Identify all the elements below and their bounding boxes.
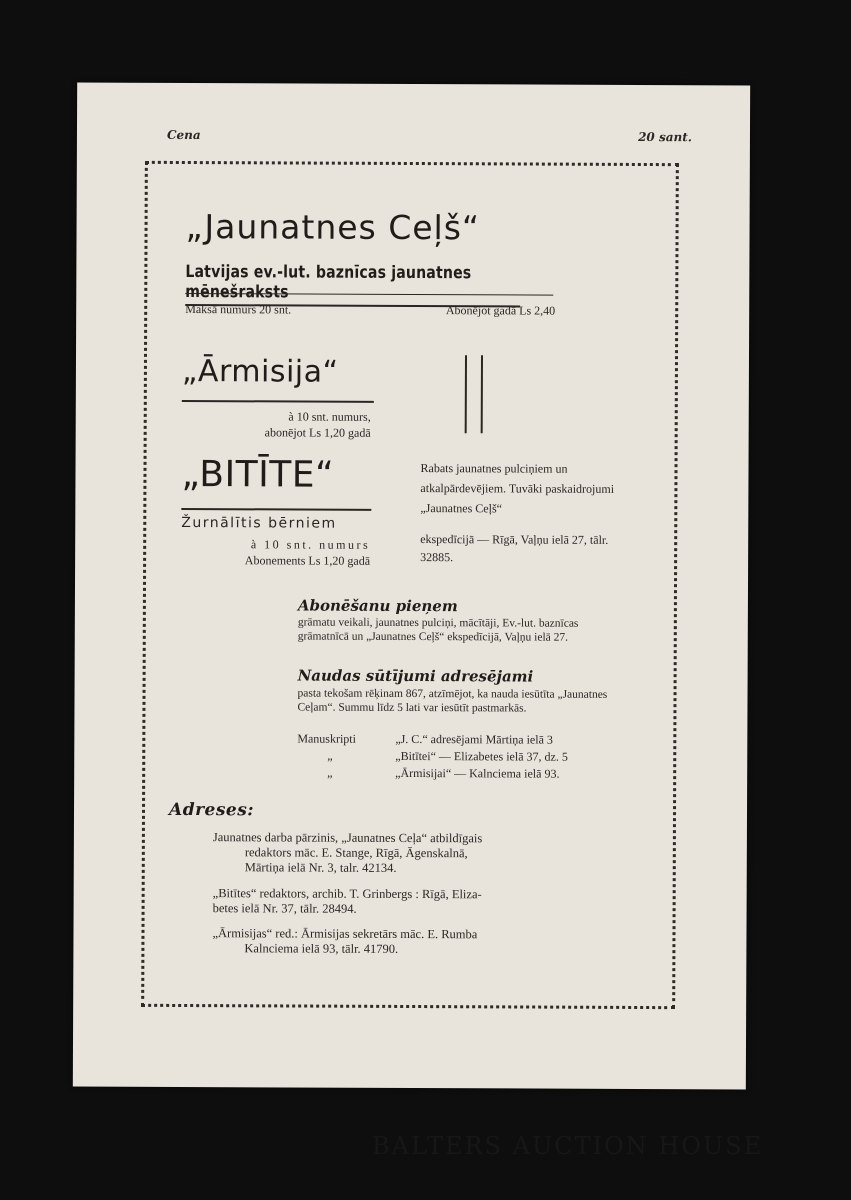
manuscript-address: „Bitītei“ — Elizabetes ielā 37, dz. 5 xyxy=(395,748,568,764)
address-entry xyxy=(213,886,619,918)
address-line: „Bitītes“ redaktors, archib. T. Grinbergs : Rīgā, Eliza- xyxy=(212,886,482,902)
manuscripts-list xyxy=(297,731,627,783)
address-entry xyxy=(212,926,618,958)
price-year: Abonējot gadā Ls 2,40 xyxy=(445,303,556,318)
price-value: 20 sant. xyxy=(638,129,692,145)
rabats-text: Rabats jaunatnes pulciņiem un atkalpārdevējiem. Tuvāki paskaidrojumi „Jaunatnes Ceļš“ xyxy=(420,461,615,516)
watermark: BALTERS AUCTION HOUSE xyxy=(372,1132,764,1160)
address-line: Kalnciema ielā 93, tālr. 41790. xyxy=(244,941,399,956)
address-line: betes ielā Nr. 37, tālr. 28494. xyxy=(212,901,357,916)
address-line: redaktors māc. E. Stange, Rīgā, Āgenskalnā, xyxy=(244,845,468,861)
dotted-frame xyxy=(141,161,679,1009)
price-single: Maksā numurs 20 snt. xyxy=(185,302,292,317)
manuscript-address: „Ārmisijai“ — Kalnciema ielā 93. xyxy=(395,765,560,781)
bitite-subtitle: Žurnālītis bērniem xyxy=(181,514,337,532)
document-page xyxy=(73,83,750,1090)
manuscript-address: „J. C.“ adresējami Mārtiņa ielā 3 xyxy=(395,731,553,747)
armisija-subscription: abonējot Ls 1,20 gadā xyxy=(264,425,371,440)
journal-title: „Jaunatnes Ceļš“ xyxy=(185,207,481,248)
address-entry xyxy=(213,830,619,877)
address-line: Jaunatnes darba pārzinis, „Jaunatnes Ceļa“ atbildīgais xyxy=(212,830,483,846)
ditto-mark: „ xyxy=(327,765,333,780)
payments-heading: Naudas sūtījumi adresējami xyxy=(297,666,534,686)
payments-text: pasta tekošam rēķinam 867, atzīmējot, ka nauda iesūtīta „Jaunatnes Ceļam“. Summu līdz 5 lati var iesūtīt pastmarkās. xyxy=(297,687,608,715)
armisija-title: „Ārmisija“ xyxy=(181,353,339,390)
price-label: Cena xyxy=(166,127,201,143)
list-item xyxy=(297,765,627,783)
bitite-subscription: Abonements Ls 1,20 gadā xyxy=(244,553,371,568)
armisija-price: à 10 snt. numurs, xyxy=(288,409,371,424)
subscriptions-heading: Abonēšanu pieņem xyxy=(297,596,458,616)
bitite-title: „BITĪTE“ xyxy=(181,453,335,496)
manuscript-label: Manuskripti xyxy=(297,731,357,746)
journal-subtitle: Latvijas ev.-lut. baznīcas jaunatnes mēnešraksts xyxy=(185,262,520,307)
addresses-heading: Adreses: xyxy=(168,799,255,821)
address-line: Mārtiņa ielā Nr. 3, talr. 42134. xyxy=(244,860,397,875)
list-item xyxy=(297,748,627,766)
subscriptions-text: grāmatu veikali, jaunatnes pulciņi, mācītāji, Ev.-lut. baznīcas grāmatnīcā un „Jaunatnes Ceļš“ ekspedīcijā, Vaļņu ielā 27. xyxy=(297,616,579,644)
address-line: „Ārmisijas“ red.: Ārmisijas sekretārs māc. E. Rumba xyxy=(212,926,478,942)
expedition-address: ekspedīcijā — Rīgā, Vaļņu ielā 27, tālr. 32885. xyxy=(420,532,609,565)
double-bar-ornament xyxy=(465,355,483,433)
list-item xyxy=(297,731,627,749)
divider xyxy=(182,400,374,403)
bitite-price: à 10 snt. numurs xyxy=(250,537,371,552)
bitite-info xyxy=(184,536,370,569)
ditto-mark: „ xyxy=(327,748,333,763)
armisija-info xyxy=(207,408,371,441)
divider xyxy=(181,508,371,511)
